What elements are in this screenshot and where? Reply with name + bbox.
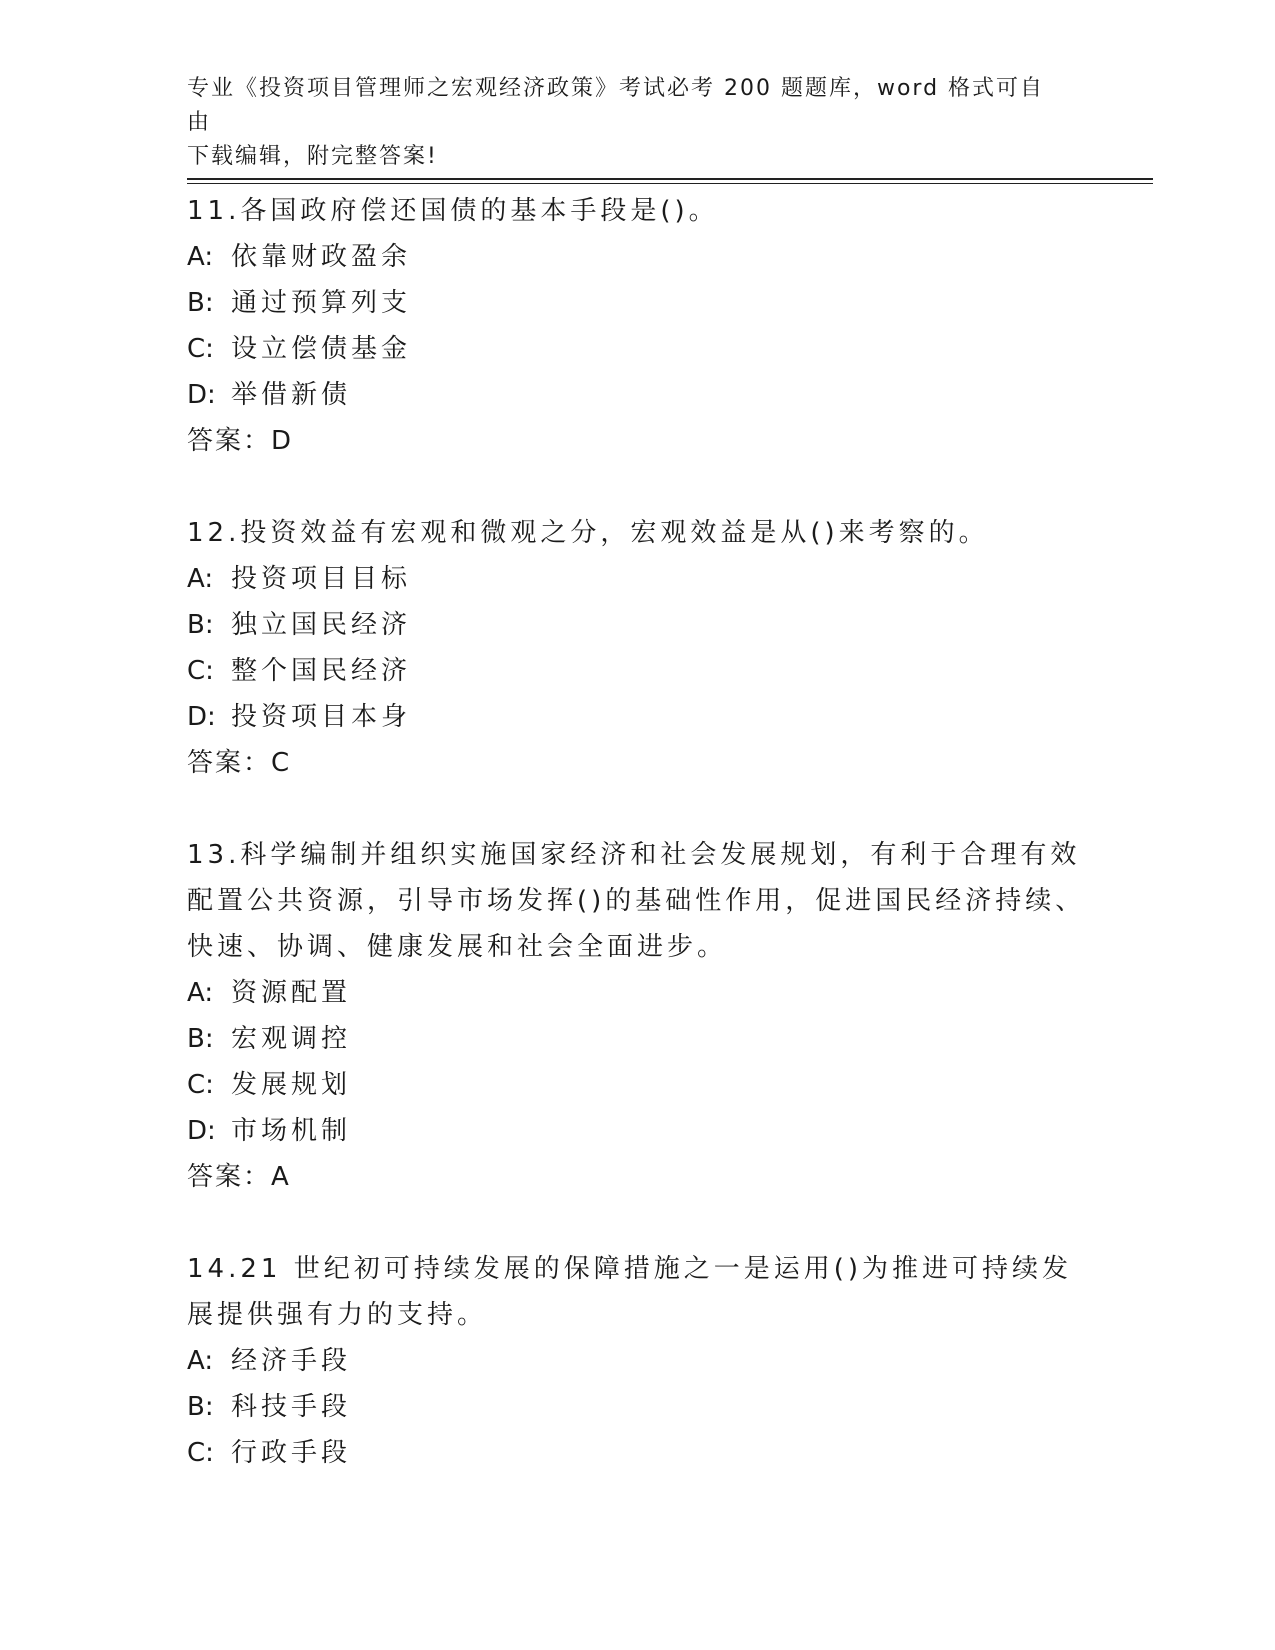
question-stem: 12.投资效益有宏观和微观之分，宏观效益是从()来考察的。: [187, 518, 989, 548]
option-text: 依靠财政盈余: [231, 242, 412, 272]
question-stem: 14.21 世纪初可持续发展的保障措施之一是运用()为推进可持续发展提供强有力的支持。: [187, 1254, 1072, 1330]
option-letter: A:: [187, 1346, 214, 1376]
option-text: 通过预算列支: [231, 288, 412, 318]
option-letter: B:: [187, 610, 214, 640]
header-line-1: 专业《投资项目管理师之宏观经济政策》考试必考 200 题题库，word 格式可自由: [187, 76, 1045, 135]
answer-line: [187, 1154, 1087, 1200]
option-text: 经济手段: [231, 1346, 352, 1376]
answer-label: 答案：: [187, 1162, 272, 1192]
option-b: [187, 602, 1087, 648]
header-divider-thin: [187, 183, 1153, 184]
option-letter: C:: [187, 1070, 214, 1100]
option-letter: B:: [187, 288, 214, 318]
option-letter: B:: [187, 1024, 214, 1054]
option-text: 宏观调控: [231, 1024, 352, 1054]
option-text: 投资项目目标: [231, 564, 412, 594]
option-text: 发展规划: [231, 1070, 352, 1100]
option-c: [187, 1430, 1087, 1476]
option-d: [187, 372, 1087, 418]
option-text: 举借新债: [231, 380, 352, 410]
option-b: [187, 1384, 1087, 1430]
option-letter: A:: [187, 978, 214, 1008]
option-text: 行政手段: [231, 1438, 352, 1468]
option-text: 独立国民经济: [231, 610, 412, 640]
option-d: [187, 694, 1087, 740]
option-c: [187, 648, 1087, 694]
document-header: [187, 72, 1067, 174]
option-a: [187, 970, 1087, 1016]
answer-value: C: [271, 748, 291, 778]
question-11: [187, 188, 1087, 464]
option-letter: B:: [187, 1392, 214, 1422]
question-13: [187, 832, 1087, 1200]
header-line-2: 下载编辑，附完整答案!: [187, 144, 438, 169]
option-letter: D:: [187, 380, 216, 410]
answer-value: A: [271, 1162, 290, 1192]
option-a: [187, 234, 1087, 280]
answer-value: D: [271, 426, 293, 456]
option-letter: D:: [187, 702, 216, 732]
option-text: 科技手段: [231, 1392, 352, 1422]
question-14: [187, 1246, 1087, 1476]
option-letter: C:: [187, 1438, 214, 1468]
option-text: 设立偿债基金: [231, 334, 412, 364]
option-letter: C:: [187, 334, 214, 364]
option-a: [187, 1338, 1087, 1384]
question-stem: 13.科学编制并组织实施国家经济和社会发展规划，有利于合理有效配置公共资源，引导市场发挥()的基础性作用，促进国民经济持续、快速、协调、健康发展和社会全面进步。: [187, 840, 1086, 962]
option-letter: C:: [187, 656, 214, 686]
option-b: [187, 1016, 1087, 1062]
option-letter: A:: [187, 242, 214, 272]
answer-line: [187, 418, 1087, 464]
question-stem: 11.各国政府偿还国债的基本手段是()。: [187, 196, 719, 226]
option-text: 投资项目本身: [231, 702, 412, 732]
answer-line: [187, 740, 1087, 786]
answer-label: 答案：: [187, 426, 272, 456]
question-12: [187, 510, 1087, 786]
option-letter: A:: [187, 564, 214, 594]
answer-label: 答案：: [187, 748, 272, 778]
option-b: [187, 280, 1087, 326]
option-text: 整个国民经济: [231, 656, 412, 686]
option-letter: D:: [187, 1116, 216, 1146]
question-list: [187, 188, 1087, 1522]
option-d: [187, 1108, 1087, 1154]
option-text: 市场机制: [231, 1116, 352, 1146]
option-c: [187, 326, 1087, 372]
option-a: [187, 556, 1087, 602]
option-text: 资源配置: [231, 978, 352, 1008]
header-divider-thick: [187, 178, 1153, 180]
option-c: [187, 1062, 1087, 1108]
